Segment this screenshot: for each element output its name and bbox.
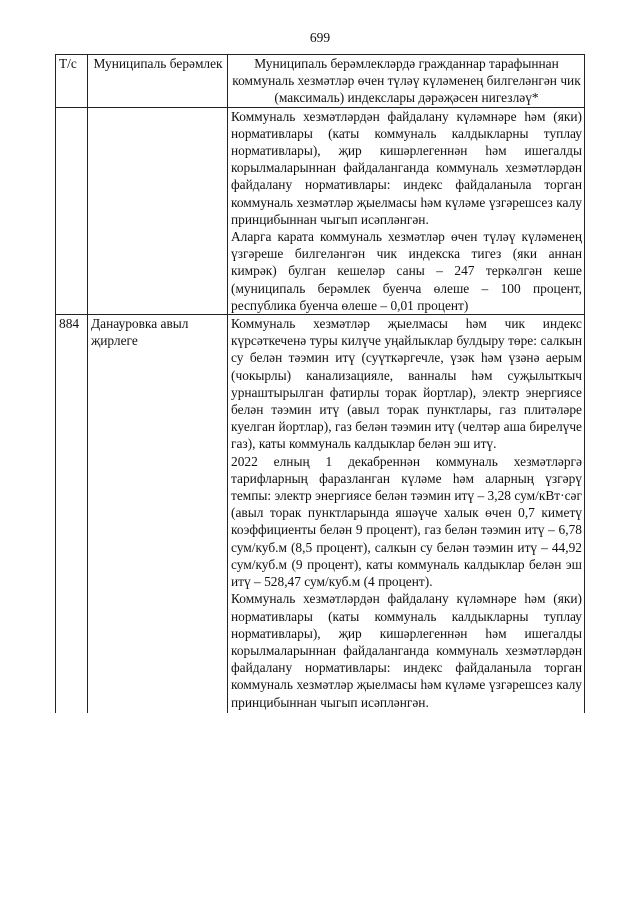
paragraph: 2022 елның 1 декабреннән коммуналь хезмәтләргә тарифларның фаразланган күләме һәм аларның үзгәрү темпы: электр энергиясе белән тәэмин итү – 3,28 сум/кВт·сәг (авыл торак пунктларында яшәүче халык өчен 0,7 киметү коэффициенты белән 9 процент), газ белән тәэмин итү – 6,78 сум/куб.м (8,5 процент), салкын су белән тәэмин итү – 44,92 сум/куб.м (9 процент), каты коммуналь калдыклар белән эш итү – 528,47 сум/куб.м (4 процент).: [231, 453, 582, 590]
header-municipality: Муниципаль берәмлек: [88, 55, 228, 108]
header-justification: Муниципаль берәмлекләрдә гражданнар тарафыннан коммуналь хезмәтләр өчен түләү күләменең билгеләнгән чик (максималь) индекслары дәрәҗәсен нигезләү*: [228, 55, 585, 108]
page-number: 699: [309, 30, 331, 45]
indices-table: [55, 54, 585, 713]
paragraph: Коммуналь хезмәтләр җыелмасы һәм чик индекс күрсәткеченә туры килүче уңайлыклар булдыру төре: салкын су белән тәэмин итү (суүткәргечле, үзәк һәм үзәнә аерым (чокырлы) канализацияле, ванналы һәм суҗылыткыч урнаштырылган фатирлы торак йортлар), электр энергиясе белән тәэмин итү (авыл торак пунктлары, газ плитәләре куелган йортлар), газ белән тәэмин итү (челтәр аша бирелүче газ), каты коммуналь калдыклар белән эш итү.: [231, 316, 582, 452]
row-justification: [228, 107, 585, 314]
row-number: 884: [56, 315, 88, 713]
paragraph: Коммуналь хезмәтләрдән файдалану күләмнәре һәм (яки) нормативлары (каты коммуналь калдыкларны туплау нормативлары), җир кишәрлегеннән һәм ишегалды корылмаларыннан файдаланганда коммуналь хезмәтләрдән файдалану нормативлары: индекс файдаланыла торган коммуналь хезмәтләр җыелмасы һәм күләме үзгәрешсез калу принцибыннан чыгып исәпләнгән.: [231, 108, 582, 227]
row-municipality: [88, 107, 228, 314]
table-row: [56, 315, 585, 713]
paragraph: Коммуналь хезмәтләрдән файдалану күләмнәре һәм (яки) нормативлары (каты коммуналь калдыкларны туплау нормативлары), җир кишәрлегеннән һәм ишегалды корылмаларыннан файдаланганда коммуналь хезмәтләрдән файдалану нормативлары: индекс файдаланыла торган коммуналь хезмәтләр җыелмасы һәм күләме үзгәрешсез калу принцибыннан чыгып исәпләнгән.: [231, 591, 582, 710]
paragraph: Аларга карата коммуналь хезмәтләр өчен түләү күләменең үзгәреше билгеләнгән чик индекска тигез (яки аннан кимрәк) булган кешеләр саны – 247 теркәлгән кеше (муниципаль берәмлек буенча өлеше – 100 процент, республика буенча өлеше – 0,01 процент): [231, 229, 582, 313]
header-number: Т/с: [56, 55, 88, 108]
table-row: [56, 107, 585, 314]
row-number: [56, 107, 88, 314]
row-municipality: Данауровка авыл җирлеге: [88, 315, 228, 713]
row-justification: [228, 315, 585, 713]
table-header-row: [56, 55, 585, 108]
